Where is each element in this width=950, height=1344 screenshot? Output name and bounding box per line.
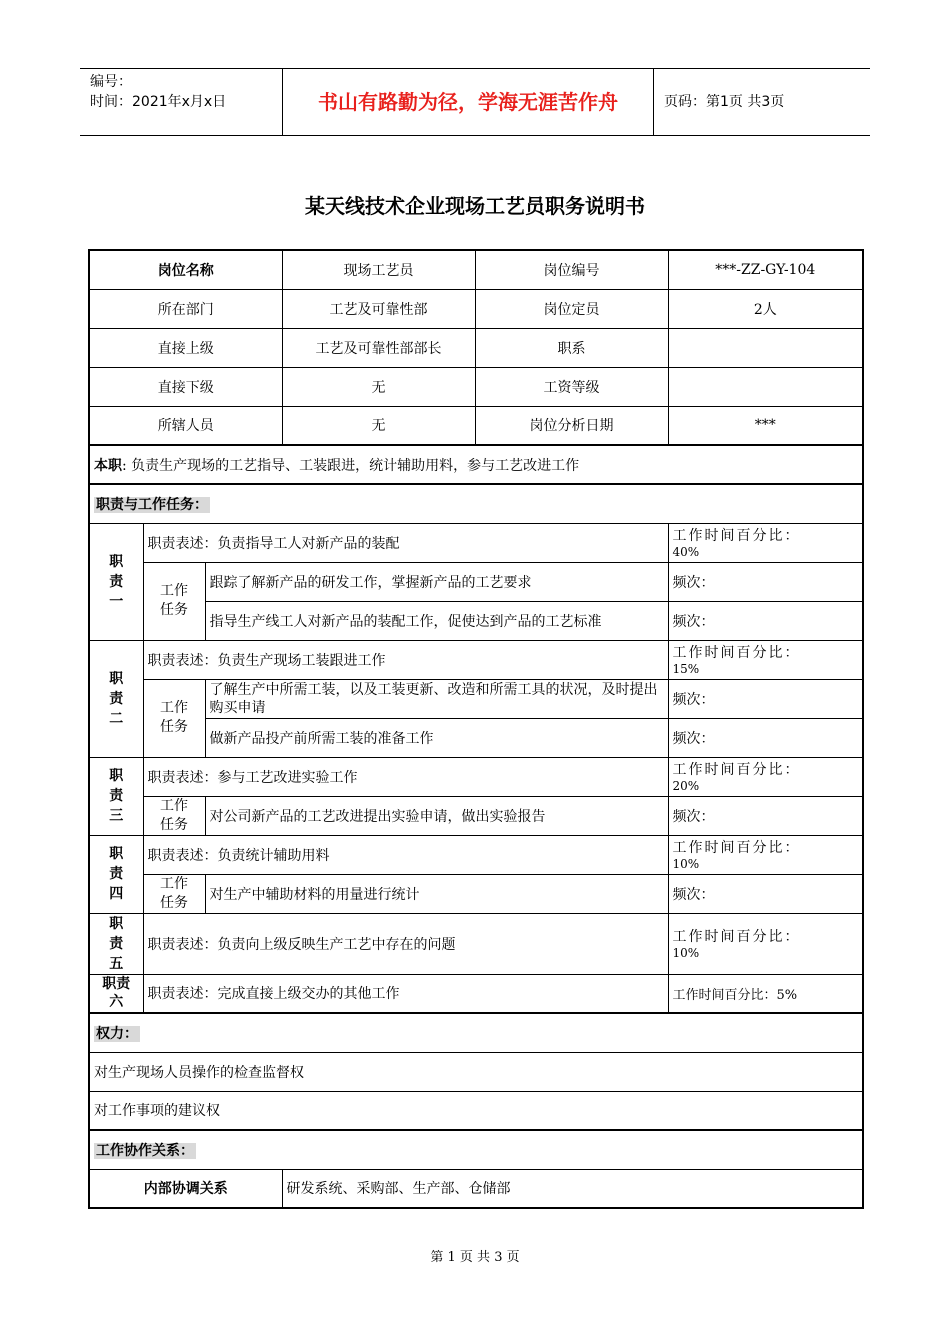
collab-heading: 工作协作关系： xyxy=(96,1142,194,1159)
task-row xyxy=(89,562,863,601)
basic-value: ***-ZZ-GY-104 xyxy=(668,250,863,289)
basic-label: 岗位编号 xyxy=(475,250,668,289)
responsibility-row xyxy=(89,913,863,974)
header-meta xyxy=(80,69,282,135)
responsibility-name: 职责三 xyxy=(89,757,143,835)
basic-label: 直接下级 xyxy=(89,367,282,406)
authority-item: 对工作事项的建议权 xyxy=(89,1091,863,1130)
responsibility-row xyxy=(89,523,863,562)
responsibility-name: 职责四 xyxy=(89,835,143,913)
core-duty-text: : 负责生产现场的工艺指导、工装跟进，统计辅助用料，参与工艺改进工作 xyxy=(122,457,580,474)
task-frequency: 频次： xyxy=(668,718,863,757)
time-percentage: 工作时间百分比： 15% xyxy=(668,640,863,679)
basic-value: 无 xyxy=(282,406,475,445)
basic-info-row xyxy=(89,289,863,328)
time-percentage: 工作时间百分比： 20% xyxy=(668,757,863,796)
task-row xyxy=(89,679,863,718)
basic-value: *** xyxy=(668,406,863,445)
basic-info-row xyxy=(89,367,863,406)
basic-label: 工资等级 xyxy=(475,367,668,406)
responsibility-row xyxy=(89,974,863,1013)
core-duty-row xyxy=(89,445,863,484)
basic-value xyxy=(668,328,863,367)
responsibility-desc: 职责表述：参与工艺改进实验工作 xyxy=(143,757,668,796)
time-percentage: 工作时间百分比： 10% xyxy=(668,835,863,874)
task-text: 对公司新产品的工艺改进提出实验申请，做出实验报告 xyxy=(205,796,668,835)
basic-value xyxy=(668,367,863,406)
authority-row xyxy=(89,1052,863,1091)
document-header xyxy=(80,68,870,136)
document-date-label: 时间：2021年x月x日 xyxy=(90,94,227,110)
basic-label: 岗位定员 xyxy=(475,289,668,328)
basic-label: 所在部门 xyxy=(89,289,282,328)
header-page-info: 页码：第1页 共3页 xyxy=(664,94,785,110)
task-text: 指导生产线工人对新产品的装配工作，促使达到产品的工艺标准 xyxy=(205,601,668,640)
document-title: 某天线技术企业现场工艺员职务说明书 xyxy=(305,194,645,218)
job-description-table xyxy=(88,249,864,1209)
authority-row xyxy=(89,1091,863,1130)
responsibility-row xyxy=(89,757,863,796)
internal-collab-value: 研发系统、采购部、生产部、仓储部 xyxy=(282,1169,863,1208)
responsibility-row xyxy=(89,640,863,679)
basic-value: 现场工艺员 xyxy=(282,250,475,289)
document-number-label: 编号： xyxy=(90,74,132,90)
task-frequency: 频次： xyxy=(668,796,863,835)
responsibility-name: 职责一 xyxy=(89,523,143,640)
work-task-label: 工作任务 xyxy=(143,796,205,835)
basic-value: 2人 xyxy=(668,289,863,328)
header-motto: 书山有路勤为径，学海无涯苦作舟 xyxy=(282,69,654,135)
time-percentage: 工作时间百分比： 40% xyxy=(668,523,863,562)
responsibility-desc: 职责表述：负责生产现场工装跟进工作 xyxy=(143,640,668,679)
page-footer: 第 1 页 共 3 页 xyxy=(430,1250,520,1265)
tasks-heading-row xyxy=(89,484,863,523)
basic-info-row xyxy=(89,328,863,367)
task-text: 对生产中辅助材料的用量进行统计 xyxy=(205,874,668,913)
tasks-heading: 职责与工作任务： xyxy=(96,496,208,513)
responsibility-desc: 职责表述：完成直接上级交办的其他工作 xyxy=(143,974,668,1013)
authority-item: 对生产现场人员操作的检查监督权 xyxy=(89,1052,863,1091)
responsibility-name: 职责五 xyxy=(89,913,143,974)
collab-heading-row xyxy=(89,1130,863,1169)
basic-label: 所辖人员 xyxy=(89,406,282,445)
basic-info-row xyxy=(89,250,863,289)
task-text: 做新产品投产前所需工装的准备工作 xyxy=(205,718,668,757)
task-frequency: 频次： xyxy=(668,601,863,640)
task-frequency: 频次： xyxy=(668,679,863,718)
task-frequency: 频次： xyxy=(668,874,863,913)
authority-heading: 权力： xyxy=(96,1025,138,1042)
basic-label: 岗位名称 xyxy=(89,250,282,289)
task-text: 跟踪了解新产品的研发工作，掌握新产品的工艺要求 xyxy=(205,562,668,601)
responsibility-desc: 职责表述：负责向上级反映生产工艺中存在的问题 xyxy=(143,913,668,974)
work-task-label: 工作任务 xyxy=(143,679,205,757)
basic-info-row xyxy=(89,406,863,445)
collab-internal-row xyxy=(89,1169,863,1208)
basic-label: 职系 xyxy=(475,328,668,367)
responsibility-name: 职责二 xyxy=(89,640,143,757)
work-task-label: 工作任务 xyxy=(143,562,205,640)
basic-value: 工艺及可靠性部 xyxy=(282,289,475,328)
task-row xyxy=(89,718,863,757)
basic-value: 工艺及可靠性部部长 xyxy=(282,328,475,367)
core-duty-label: 本职 xyxy=(94,457,122,474)
basic-label: 岗位分析日期 xyxy=(475,406,668,445)
basic-label: 直接上级 xyxy=(89,328,282,367)
internal-collab-label: 内部协调关系 xyxy=(89,1169,282,1208)
authority-heading-row xyxy=(89,1013,863,1052)
responsibility-name: 职责六 xyxy=(89,974,143,1013)
time-percentage: 工作时间百分比：5% xyxy=(668,974,863,1013)
time-percentage: 工作时间百分比： 10% xyxy=(668,913,863,974)
work-task-label: 工作任务 xyxy=(143,874,205,913)
task-frequency: 频次： xyxy=(668,562,863,601)
responsibility-desc: 职责表述：负责统计辅助用料 xyxy=(143,835,668,874)
task-row xyxy=(89,796,863,835)
task-row xyxy=(89,601,863,640)
task-text: 了解生产中所需工装，以及工装更新、改造和所需工具的状况，及时提出购买申请 xyxy=(205,679,668,718)
responsibility-desc: 职责表述：负责指导工人对新产品的装配 xyxy=(143,523,668,562)
task-row xyxy=(89,874,863,913)
basic-value: 无 xyxy=(282,367,475,406)
responsibility-row xyxy=(89,835,863,874)
